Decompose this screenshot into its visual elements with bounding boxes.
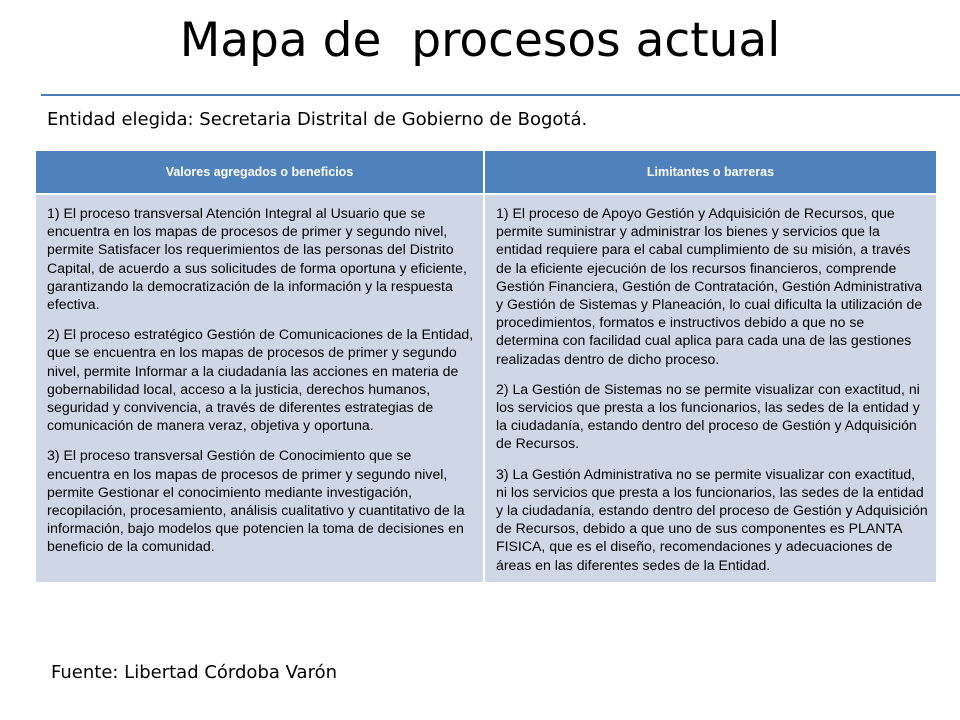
- barrier-item: 1) El proceso de Apoyo Gestión y Adquisición de Recursos, que permite suministrar y administrar los bienes y servicios que la entidad requiere para el cabal cumplimiento de su misión, a través de la eficiente ejecución de los recursos financieros, comprende Gestión Financiera, Gestión de Contratación, Gestión Administrativa y Gestión de Sistemas y Planeación, lo cual dificulta la utilización de procedimientos, formatos e instructivos debido a que no se determina con facilidad cual aplica para cada una de las gestiones realizadas dentro de dicho proceso.: [496, 205, 923, 367]
- title-divider: [41, 94, 960, 96]
- table-row: [36, 194, 936, 582]
- barriers-cell: [484, 194, 936, 582]
- entity-line: Entidad elegida: Secretaria Distrital de Gobierno de Bogotá.: [47, 109, 588, 130]
- benefit-item: 1) El proceso transversal Atención Integral al Usuario que se encuentra en los mapas de procesos de primer y segundo nivel, permite Satisfacer los requerimientos de las personas del Distrito Capital, de acuerdo a sus solicitudes de forma oportuna y eficiente, garantizando la democratización de la información y la respuesta efectiva.: [47, 205, 467, 313]
- source-line: Fuente: Libertad Córdoba Varón: [51, 662, 337, 683]
- table-header-row: [36, 151, 936, 194]
- header-barriers: Limitantes o barreras: [484, 151, 936, 194]
- benefits-cell: [36, 194, 484, 582]
- process-comparison-table: [36, 151, 936, 582]
- barrier-item: 2) La Gestión de Sistemas no se permite visualizar con exactitud, ni los servicios que presta a los funcionarios, las sedes de la entidad y la ciudadanía, estando dentro del proceso de Gestión y Adquisición de Recursos.: [496, 380, 920, 452]
- barrier-item: 3) La Gestión Administrativa no se permite visualizar con exactitud, ni los servicios que presta a los funcionarios, las sedes de la entidad y la ciudadanía, estando dentro del proceso de Gestión y Adquisición de Recursos, debido a que uno de sus componentes es PLANTA FISICA, que es el diseño, recomendaciones y adecuaciones de áreas en las diferentes sedes de la Entidad.: [496, 465, 928, 573]
- benefit-item: 2) El proceso estratégico Gestión de Comunicaciones de la Entidad, que se encuentra en los mapas de procesos de primer y segundo nivel, permite Informar a la ciudadanía las acciones en materia de gobernabilidad local, acceso a la justicia, derechos humanos, seguridad y convivencia, a través de diferentes estrategias de comunicación de manera veraz, objetiva y oportuna.: [47, 326, 474, 434]
- header-benefits: Valores agregados o beneficios: [36, 151, 484, 194]
- benefit-item: 3) El proceso transversal Gestión de Conocimiento que se encuentra en los mapas de procesos de primer y segundo nivel, permite Gestionar el conocimiento mediante investigación, recopilación, procesamiento, análisis cualitativo y cuantitativo de la información, bajo modelos que potencien la toma de decisiones en beneficio de la comunidad.: [47, 447, 465, 555]
- slide-title: Mapa de procesos actual: [179, 13, 781, 68]
